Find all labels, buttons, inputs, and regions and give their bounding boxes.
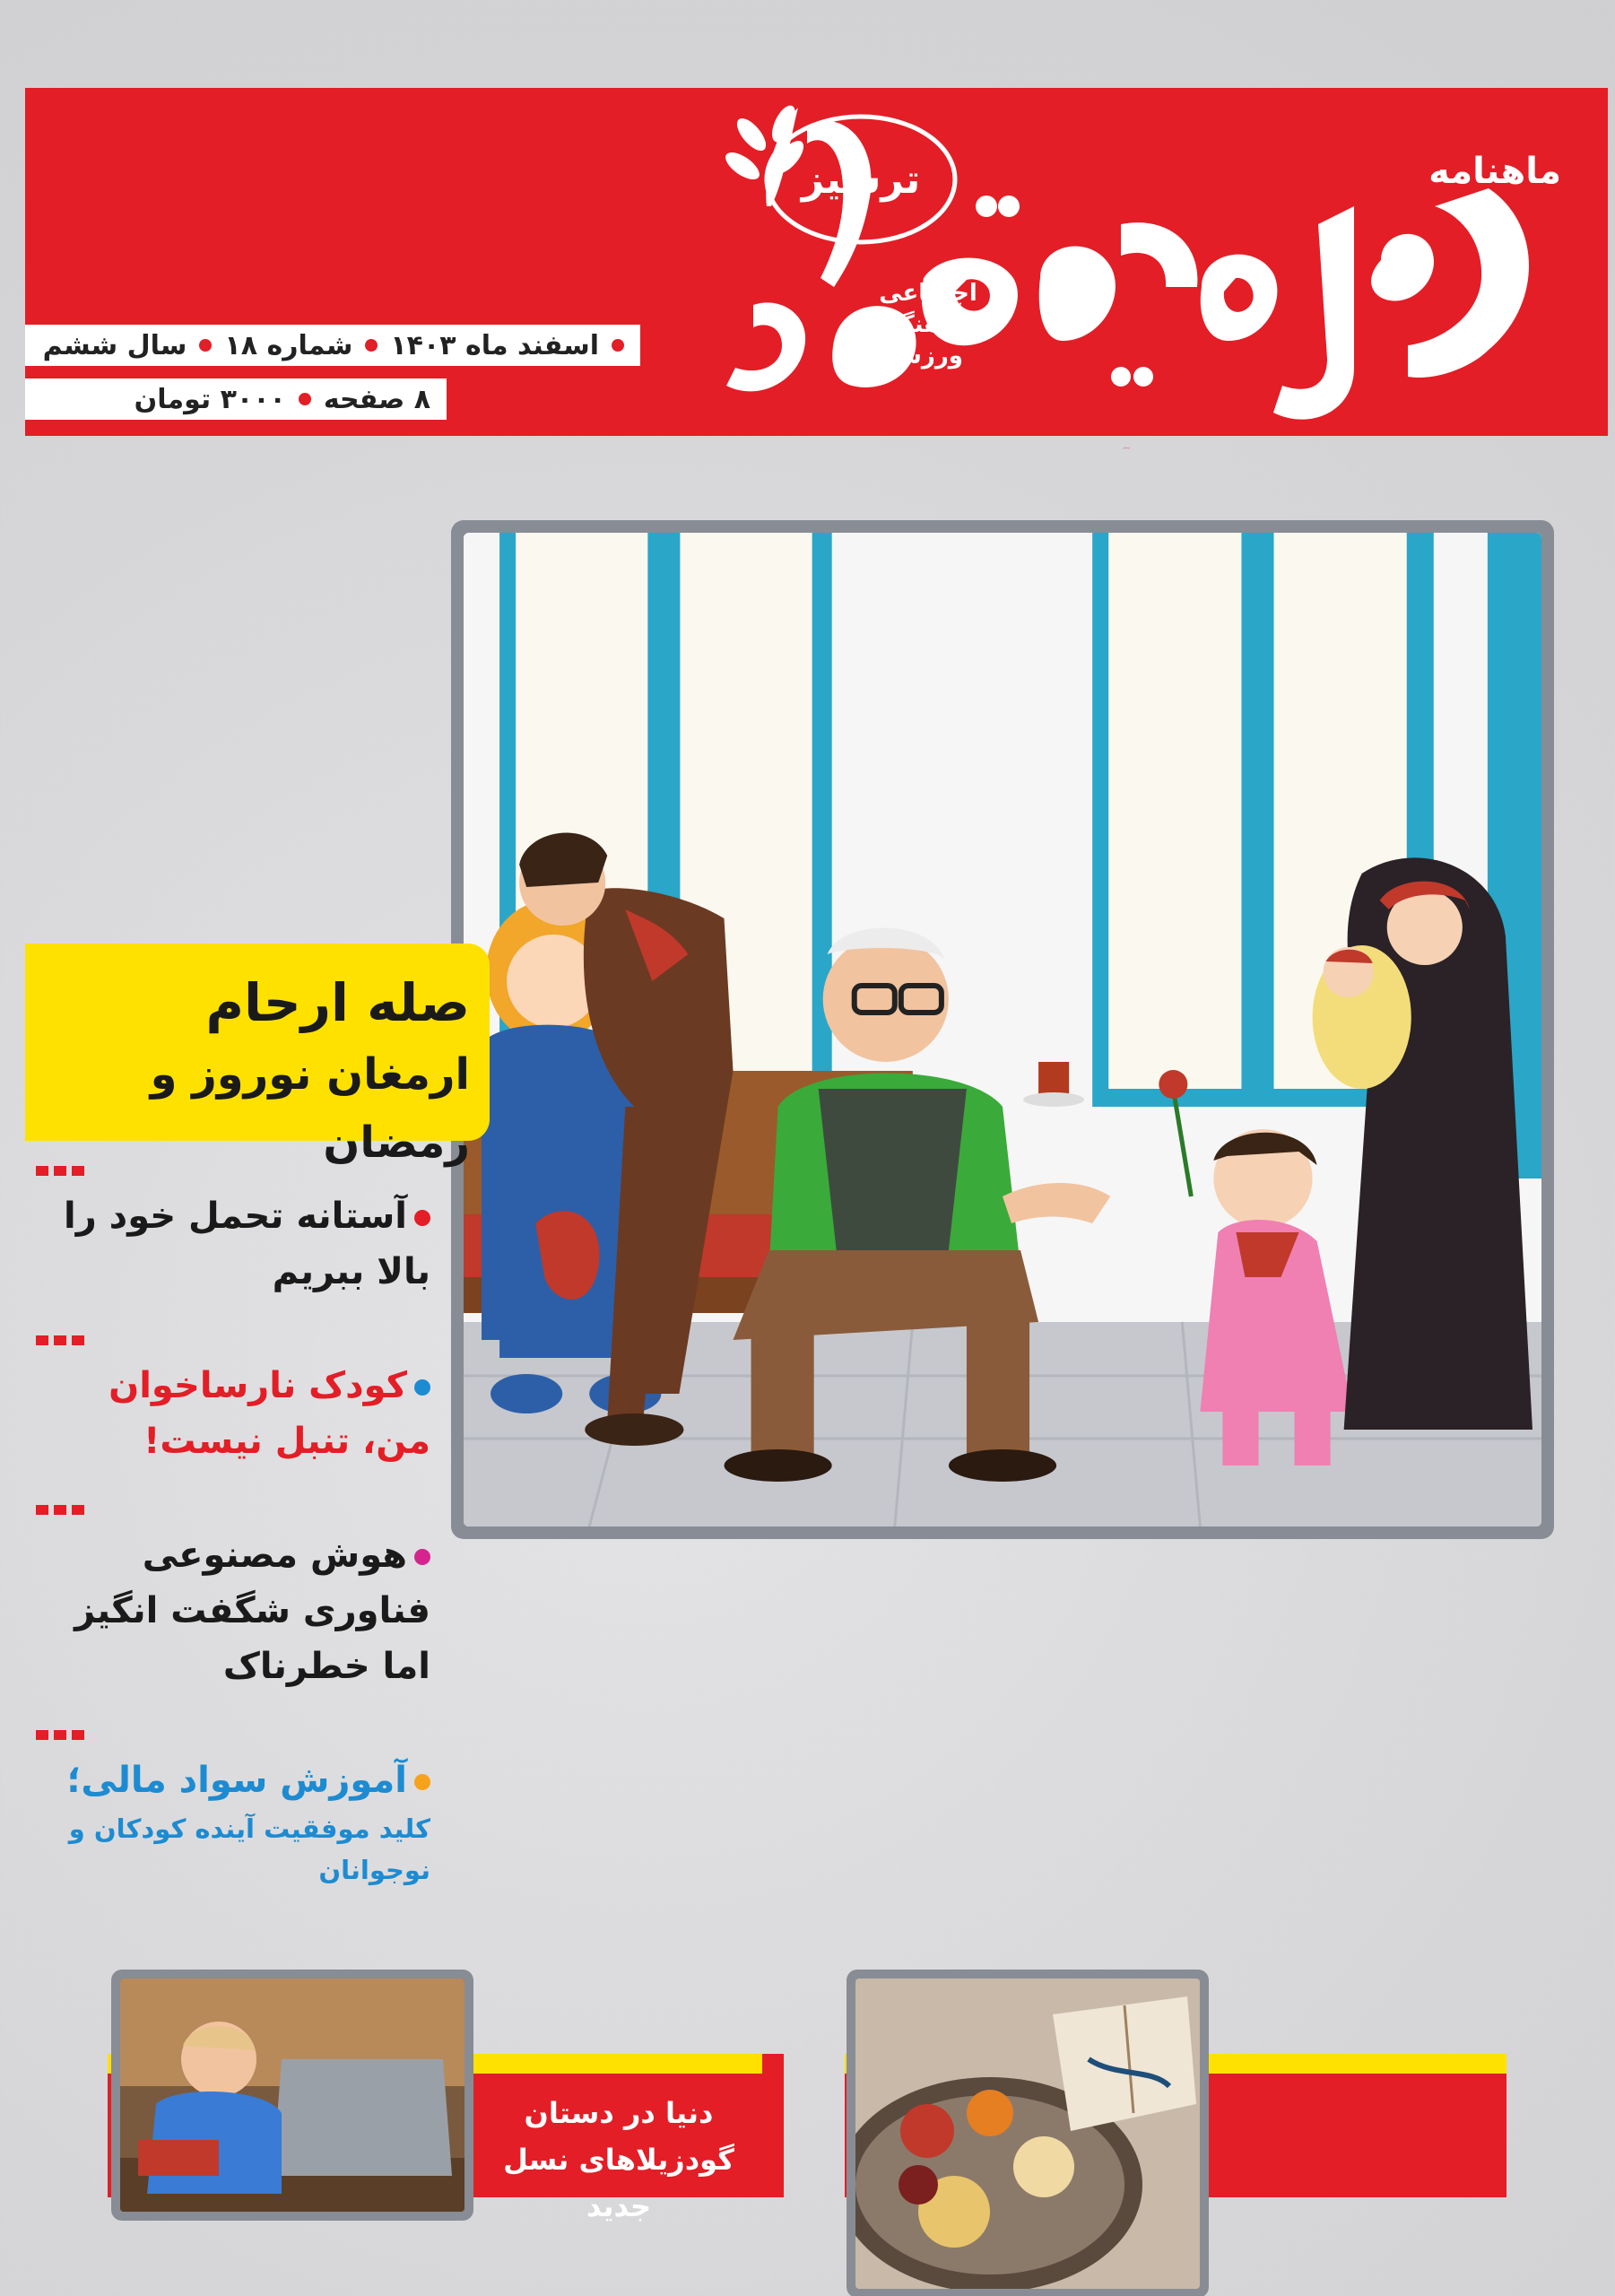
side-article[interactable]: [36, 1730, 430, 1891]
issue-date: اسفند ماه ۱۴۰۳: [390, 329, 599, 361]
issue-number: شماره ۱۸: [224, 329, 353, 361]
price: ۳۰۰۰ تومان: [134, 383, 286, 415]
logo-tagline-3: ورزشی: [875, 343, 963, 370]
bullet-dot: [414, 1379, 430, 1396]
child-laptop-photo[interactable]: [111, 1970, 473, 2221]
decorative-squares: [36, 1730, 430, 1740]
cover-headline[interactable]: [25, 944, 490, 1168]
ramadan-food-photo[interactable]: [847, 1970, 1209, 2296]
bottom-article-left-label: دنیا در دستان گودزیلاهای نسل جدید: [503, 2096, 734, 2223]
issue-year: سال ششم: [42, 329, 187, 361]
magazine-type-label: ماهنامه: [1428, 151, 1561, 192]
info-dot: [365, 339, 378, 352]
cover-illustration: [451, 520, 1554, 1539]
logo-city-name: ترشیز: [801, 157, 921, 203]
bullet-dot: [414, 1549, 430, 1565]
bullet-dot: [414, 1210, 430, 1226]
side-article[interactable]: [36, 1505, 430, 1694]
logo-main-text: جوانه‌های: [1123, 448, 1130, 449]
issue-info-bar: [25, 325, 640, 366]
headline-title: صله ارحام: [205, 972, 470, 1033]
info-dot: [612, 339, 624, 352]
price-info-bar: [25, 378, 447, 420]
logo-tagline-2: فرهنگی: [877, 311, 970, 338]
info-dot: [199, 339, 212, 352]
decorative-squares: [36, 1335, 430, 1345]
side-article[interactable]: [36, 1166, 430, 1300]
side-article-title: آموزش سواد مالی؛: [36, 1752, 430, 1808]
side-article-subtitle: کلید موفقیت آینده کودکان و نوجوانان: [68, 1813, 430, 1885]
decorative-squares: [36, 1505, 430, 1515]
info-dot: [299, 393, 311, 405]
side-article-title: آستانه تحمل خود را بالا ببریم: [64, 1196, 430, 1292]
page-count: ۸ صفحه: [323, 383, 430, 415]
side-article-title: هوش مصنوعی فناوری شگفت انگیز اما خطرناک: [74, 1535, 430, 1687]
headline-subtitle: ارمغان نوروز و رمضان: [150, 1049, 470, 1168]
side-article-list: [36, 1166, 430, 1926]
side-article[interactable]: [36, 1335, 430, 1469]
logo-tagline-1: اجتماعی: [879, 280, 977, 307]
masthead-logo: [699, 72, 1560, 484]
bullet-dot: [414, 1774, 430, 1790]
decorative-squares: [36, 1166, 430, 1176]
side-article-title: کودک نارساخوان من، تنبل نیست!: [109, 1365, 430, 1462]
